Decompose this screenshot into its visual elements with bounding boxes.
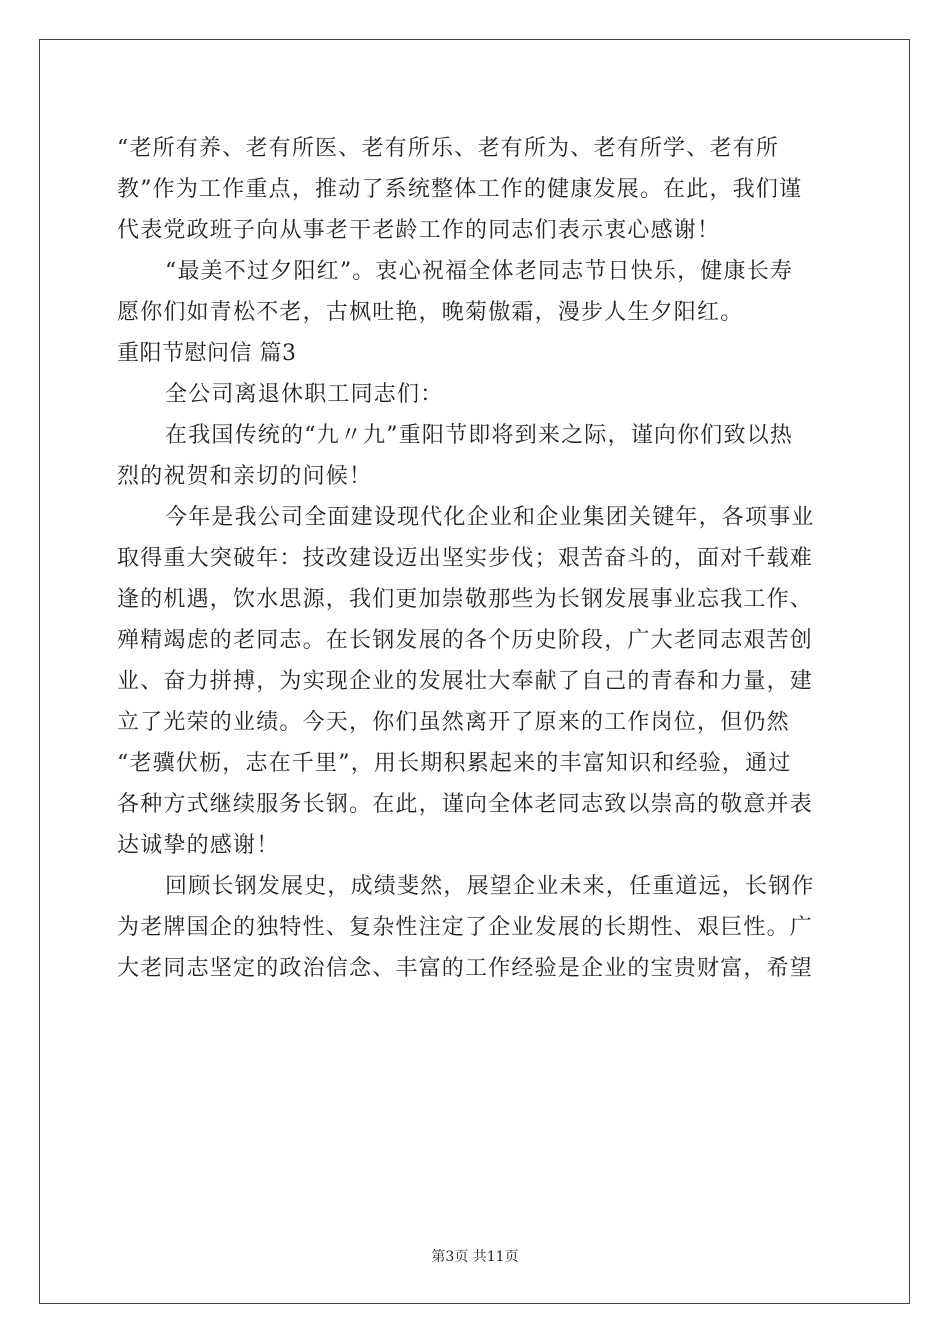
body-line: 各种方式继续服务长钢。在此，谨向全体老同志致以崇高的敬意并表 bbox=[117, 792, 814, 817]
section-heading: 重阳节慰问信 篇3 bbox=[117, 341, 297, 366]
body-line: 逢的机遇，饮水思源，我们更加崇敬那些为长钢发展事业忘我工作、 bbox=[117, 587, 814, 612]
body-line: 立了光荣的业绩。今天，你们虽然离开了原来的工作岗位，但仍然 bbox=[117, 710, 790, 735]
body-line: 取得重大突破年：技改建设迈出坚实步伐；艰苦奋斗的，面对千载难 bbox=[117, 546, 814, 571]
body-line: 殚精竭虑的老同志。在长钢发展的各个历史阶段，广大老同志艰苦创 bbox=[117, 628, 814, 653]
body-line: “最美不过夕阳红”。衷心祝福全体老同志节日快乐，健康长寿 bbox=[165, 259, 794, 284]
body-line: 达诚挚的感谢！ bbox=[117, 833, 280, 858]
body-line: 在我国传统的“九〃九”重阳节即将到来之际，谨向你们致以热 bbox=[165, 423, 794, 448]
body-line: 教”作为工作重点，推动了系统整体工作的健康发展。在此，我们谨 bbox=[117, 177, 803, 202]
body-line: 今年是我公司全面建设现代化企业和企业集团关键年，各项事业 bbox=[165, 505, 815, 530]
body-line: “老骥伏枥，志在千里”，用长期积累起来的丰富知识和经验，通过 bbox=[117, 751, 792, 776]
body-line: “老所有养、老有所医、老有所乐、老有所为、老有所学、老有所 bbox=[117, 136, 780, 161]
page-number-footer: 第3页 共11页 bbox=[431, 1249, 519, 1265]
body-line: 烈的祝贺和亲切的问候！ bbox=[117, 464, 373, 489]
body-line: 代表党政班子向从事老干老龄工作的同志们表示衷心感谢！ bbox=[117, 218, 721, 243]
body-line: 大老同志坚定的政治信念、丰富的工作经验是企业的宝贵财富，希望 bbox=[117, 956, 814, 981]
body-line: 业、奋力拼搏，为实现企业的发展壮大奉献了自己的青春和力量，建 bbox=[117, 669, 814, 694]
salutation: 全公司离退休职工同志们： bbox=[165, 382, 444, 407]
body-line: 愿你们如青松不老，古枫吐艳，晚菊傲霜，漫步人生夕阳红。 bbox=[117, 300, 744, 325]
document-body bbox=[117, 128, 832, 989]
body-line: 为老牌国企的独特性、复杂性注定了企业发展的长期性、艰巨性。广 bbox=[117, 915, 814, 940]
body-line: 回顾长钢发展史，成绩斐然，展望企业未来，任重道远，长钢作 bbox=[165, 874, 815, 899]
